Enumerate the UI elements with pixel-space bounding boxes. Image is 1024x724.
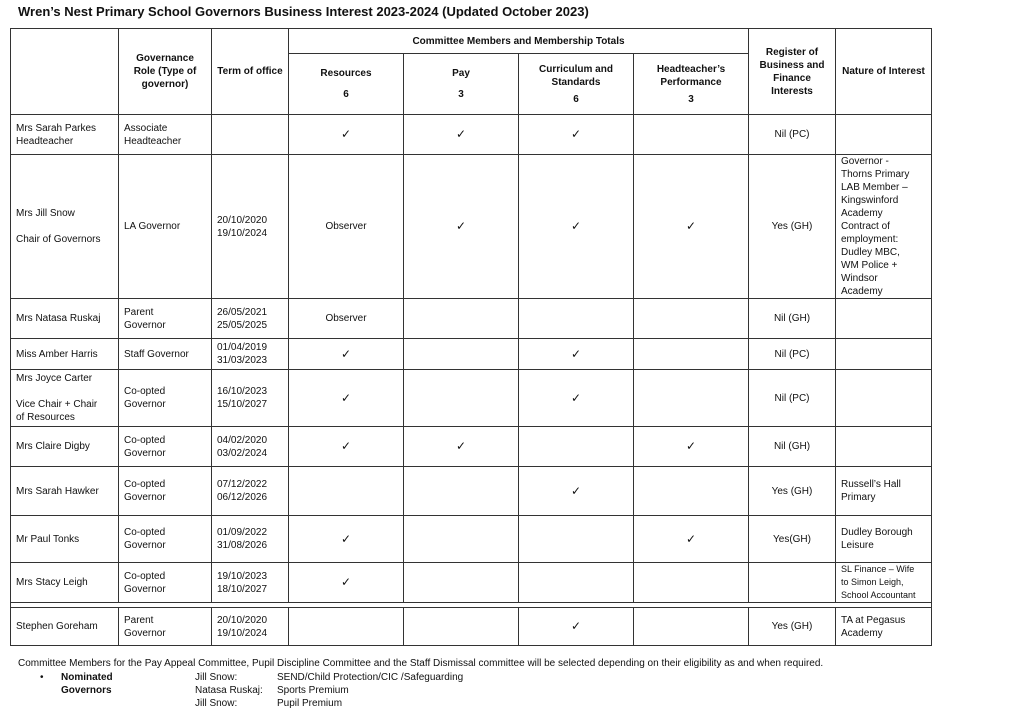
header-committee-group: Committee Members and Membership Totals [289, 29, 749, 54]
register-cell: Nil (PC) [749, 370, 836, 427]
governor-role: Parent Governor [119, 608, 212, 646]
curriculum-cell: ✓ [519, 608, 634, 646]
curriculum-cell: ✓ [519, 155, 634, 299]
governors-table [10, 28, 932, 646]
bullet-icon: • [40, 672, 44, 683]
pay-cell [404, 339, 519, 370]
header-nature-of-interest: Nature of Interest [836, 29, 932, 115]
header-pay [404, 54, 519, 115]
register-cell: Nil (GH) [749, 299, 836, 339]
resources-cell: ✓ [289, 115, 404, 155]
curriculum-cell: ✓ [519, 370, 634, 427]
resources-cell: ✓ [289, 563, 404, 603]
headteacher-cell [634, 339, 749, 370]
governor-term: 26/05/2021 25/05/2025 [212, 299, 289, 339]
governor-role: Co-opted Governor [119, 563, 212, 603]
register-cell [749, 563, 836, 603]
nature-cell [836, 370, 932, 427]
header-term-of-office: Term of office [212, 29, 289, 115]
governor-term: 07/12/2022 06/12/2026 [212, 467, 289, 516]
governor-role: Associate Headteacher [119, 115, 212, 155]
nature-cell [836, 427, 932, 467]
register-cell: Nil (PC) [749, 115, 836, 155]
governor-role: Co-opted Governor [119, 370, 212, 427]
register-cell: Yes (GH) [749, 608, 836, 646]
list-item [195, 684, 349, 697]
header-resources [289, 54, 404, 115]
governor-name: Stephen Goreham [11, 608, 119, 646]
nature-cell [836, 339, 932, 370]
header-headteacher-total: 3 [688, 93, 694, 105]
register-cell: Nil (PC) [749, 339, 836, 370]
governor-name: Mrs Jill Snow Chair of Governors [11, 155, 119, 299]
table-row [11, 115, 932, 155]
header-headteacher-label: Headteacher’s Performance [656, 63, 726, 88]
header-headteacher-performance [634, 54, 749, 115]
register-cell: Yes(GH) [749, 516, 836, 563]
governor-name: Mrs Sarah Hawker [11, 467, 119, 516]
table-row [11, 563, 932, 603]
nominee-name: Jill Snow: [195, 672, 238, 683]
resources-cell [289, 608, 404, 646]
governor-name: Mrs Claire Digby [11, 427, 119, 467]
governor-role: Co-opted Governor [119, 427, 212, 467]
pay-cell [404, 370, 519, 427]
table-row [11, 608, 932, 646]
page-title: Wren’s Nest Primary School Governors Business Interest 2023-2024 (Updated October 2023) [18, 4, 589, 19]
governor-term: 04/02/2020 03/02/2024 [212, 427, 289, 467]
table-row [11, 370, 932, 427]
pay-cell [404, 467, 519, 516]
list-item [195, 697, 342, 710]
table-row [11, 427, 932, 467]
governor-term: 01/09/2022 31/08/2026 [212, 516, 289, 563]
nature-cell: SL Finance – Wife to Simon Leigh, School Accountant [836, 563, 932, 603]
headteacher-cell [634, 115, 749, 155]
curriculum-cell [519, 563, 634, 603]
resources-cell: ✓ [289, 516, 404, 563]
nature-cell [836, 299, 932, 339]
table-row [11, 155, 932, 299]
list-item [195, 671, 463, 684]
resources-cell: ✓ [289, 370, 404, 427]
register-cell: Yes (GH) [749, 467, 836, 516]
headteacher-cell: ✓ [634, 155, 749, 299]
curriculum-cell [519, 516, 634, 563]
resources-cell: Observer [289, 155, 404, 299]
header-name [11, 29, 119, 115]
header-curriculum [519, 54, 634, 115]
resources-cell: Observer [289, 299, 404, 339]
governor-role: Staff Governor [119, 339, 212, 370]
headteacher-cell [634, 563, 749, 603]
header-curriculum-total: 6 [573, 93, 579, 105]
curriculum-cell: ✓ [519, 339, 634, 370]
header-governance-role: Governance Role (Type of governor) [119, 29, 212, 115]
headteacher-cell: ✓ [634, 427, 749, 467]
resources-cell [289, 467, 404, 516]
header-curriculum-label: Curriculum and Standards [539, 63, 613, 88]
pay-cell [404, 299, 519, 339]
governor-term: 19/10/2023 18/10/2027 [212, 563, 289, 603]
governor-role: Parent Governor [119, 299, 212, 339]
governor-term: 01/04/2019 31/03/2023 [212, 339, 289, 370]
pay-cell: ✓ [404, 155, 519, 299]
headteacher-cell [634, 299, 749, 339]
governor-name: Mr Paul Tonks [11, 516, 119, 563]
pay-cell [404, 516, 519, 563]
pay-cell: ✓ [404, 427, 519, 467]
headteacher-cell [634, 608, 749, 646]
register-cell: Nil (GH) [749, 427, 836, 467]
register-cell: Yes (GH) [749, 155, 836, 299]
headteacher-cell: ✓ [634, 516, 749, 563]
governor-term: 20/10/2020 19/10/2024 [212, 155, 289, 299]
table-row [11, 516, 932, 563]
nominated-governors-label: Nominated Governors [61, 672, 113, 696]
table-row [11, 467, 932, 516]
header-pay-label: Pay [452, 68, 470, 79]
governor-role: Co-opted Governor [119, 467, 212, 516]
header-resources-total: 6 [343, 89, 349, 100]
governor-term [212, 115, 289, 155]
nature-cell: Dudley Borough Leisure [836, 516, 932, 563]
governor-role: Co-opted Governor [119, 516, 212, 563]
nominee-name: Jill Snow: [195, 698, 238, 709]
table-row [11, 299, 932, 339]
pay-cell: ✓ [404, 115, 519, 155]
table-row [11, 339, 932, 370]
header-pay-total: 3 [458, 89, 464, 100]
header-register-interests: Register of Business and Finance Interests [749, 29, 836, 115]
nominee-name: Natasa Ruskaj: [195, 685, 263, 696]
nature-cell: Russell’s Hall Primary [836, 467, 932, 516]
governor-name: Mrs Sarah Parkes Headteacher [11, 115, 119, 155]
governor-name: Mrs Natasa Ruskaj [11, 299, 119, 339]
resources-cell: ✓ [289, 427, 404, 467]
governor-name: Mrs Joyce Carter Vice Chair + Chair of Resources [11, 370, 119, 427]
nominee-area: Sports Premium [277, 685, 349, 696]
nominee-area: SEND/Child Protection/CIC /Safeguarding [277, 672, 464, 683]
header-resources-label: Resources [320, 68, 372, 79]
curriculum-cell [519, 427, 634, 467]
nominee-area: Pupil Premium [277, 698, 343, 709]
nature-cell: Governor - Thorns Primary LAB Member – Kingswinford Academy Contract of employment: Dudley MBC, WM Police + Windsor Academy [836, 155, 932, 299]
pay-cell [404, 563, 519, 603]
pay-cell [404, 608, 519, 646]
governor-role: LA Governor [119, 155, 212, 299]
resources-cell: ✓ [289, 339, 404, 370]
nature-cell: TA at Pegasus Academy [836, 608, 932, 646]
curriculum-cell: ✓ [519, 115, 634, 155]
governor-name: Miss Amber Harris [11, 339, 119, 370]
curriculum-cell: ✓ [519, 467, 634, 516]
curriculum-cell [519, 299, 634, 339]
headteacher-cell [634, 370, 749, 427]
governor-term: 20/10/2020 19/10/2024 [212, 608, 289, 646]
nature-cell [836, 115, 932, 155]
governor-term: 16/10/2023 15/10/2027 [212, 370, 289, 427]
headteacher-cell [634, 467, 749, 516]
committee-footnote: Committee Members for the Pay Appeal Committee, Pupil Discipline Committee and the Staff Dismissal committee will be selected depending on their eligibility as and when required. [18, 658, 824, 669]
governor-name: Mrs Stacy Leigh [11, 563, 119, 603]
